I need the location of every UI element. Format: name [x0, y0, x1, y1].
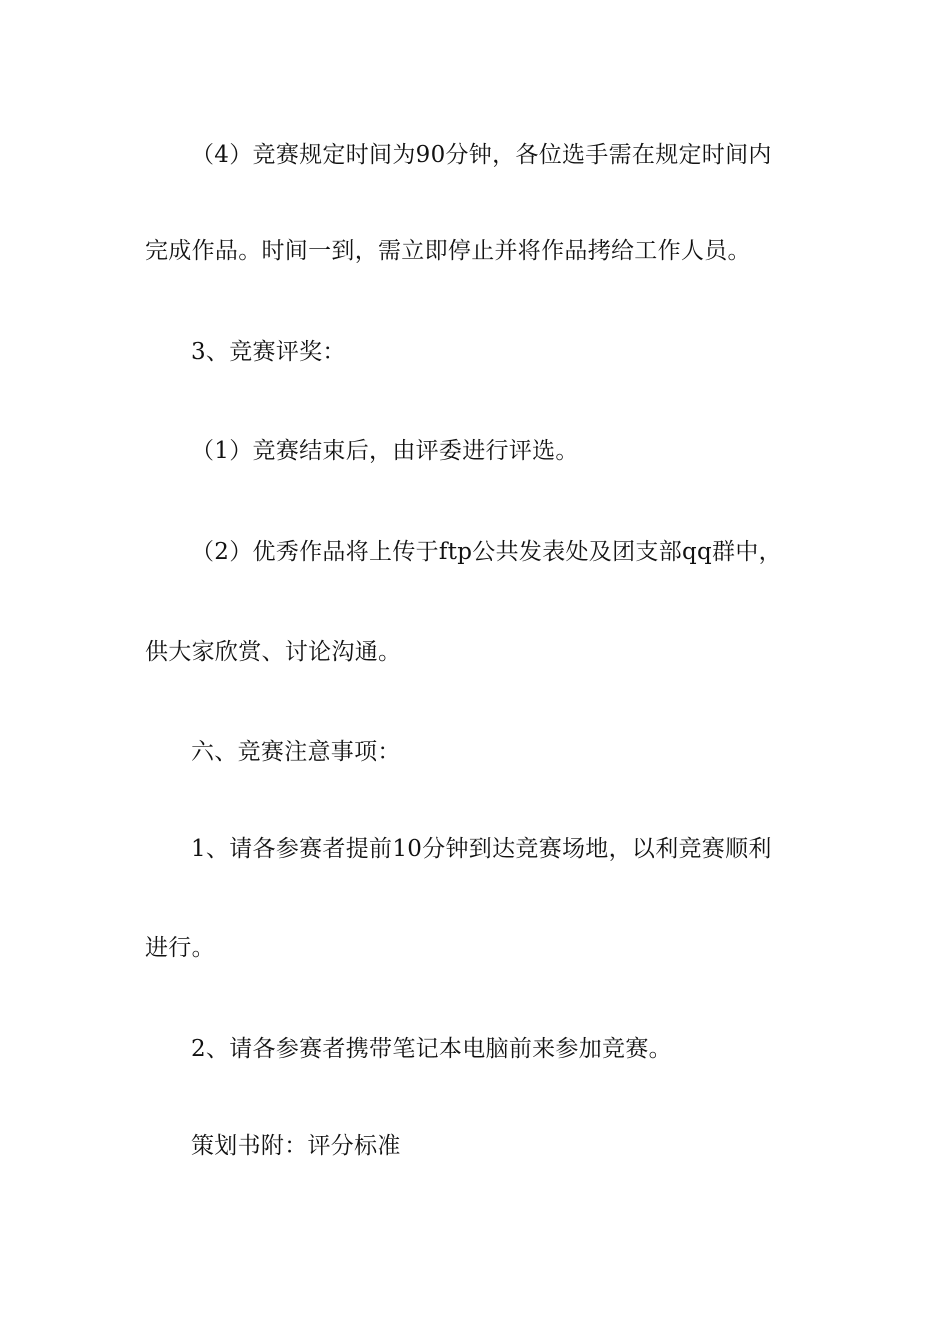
section-heading-notes: 六、竞赛注意事项：: [191, 739, 401, 765]
paragraph-award-2-line-2: 供大家欣赏、讨论沟通。: [145, 639, 402, 665]
paragraph-award-2-line-1: （2）优秀作品将上传于ftp公共发表处及团支部qq群中，: [191, 539, 782, 565]
paragraph-rule-4-line-2: 完成作品。时间一到，需立即停止并将作品拷给工作人员。: [145, 238, 751, 264]
paragraph-rule-4-line-1: （4）竞赛规定时间为90分钟，各位选手需在规定时间内: [191, 142, 772, 168]
paragraph-note-1-line-1: 1、请各参赛者提前10分钟到达竞赛场地，以利竞赛顺利: [191, 836, 772, 862]
paragraph-award-1: （1）竞赛结束后，由评委进行评选。: [191, 438, 579, 464]
paragraph-note-1-line-2: 进行。: [145, 935, 215, 961]
section-heading-awards: 3、竞赛评奖：: [191, 339, 346, 365]
paragraph-note-2: 2、请各参赛者携带笔记本电脑前来参加竞赛。: [191, 1036, 672, 1062]
appendix-heading: 策划书附：评分标准: [191, 1133, 401, 1159]
